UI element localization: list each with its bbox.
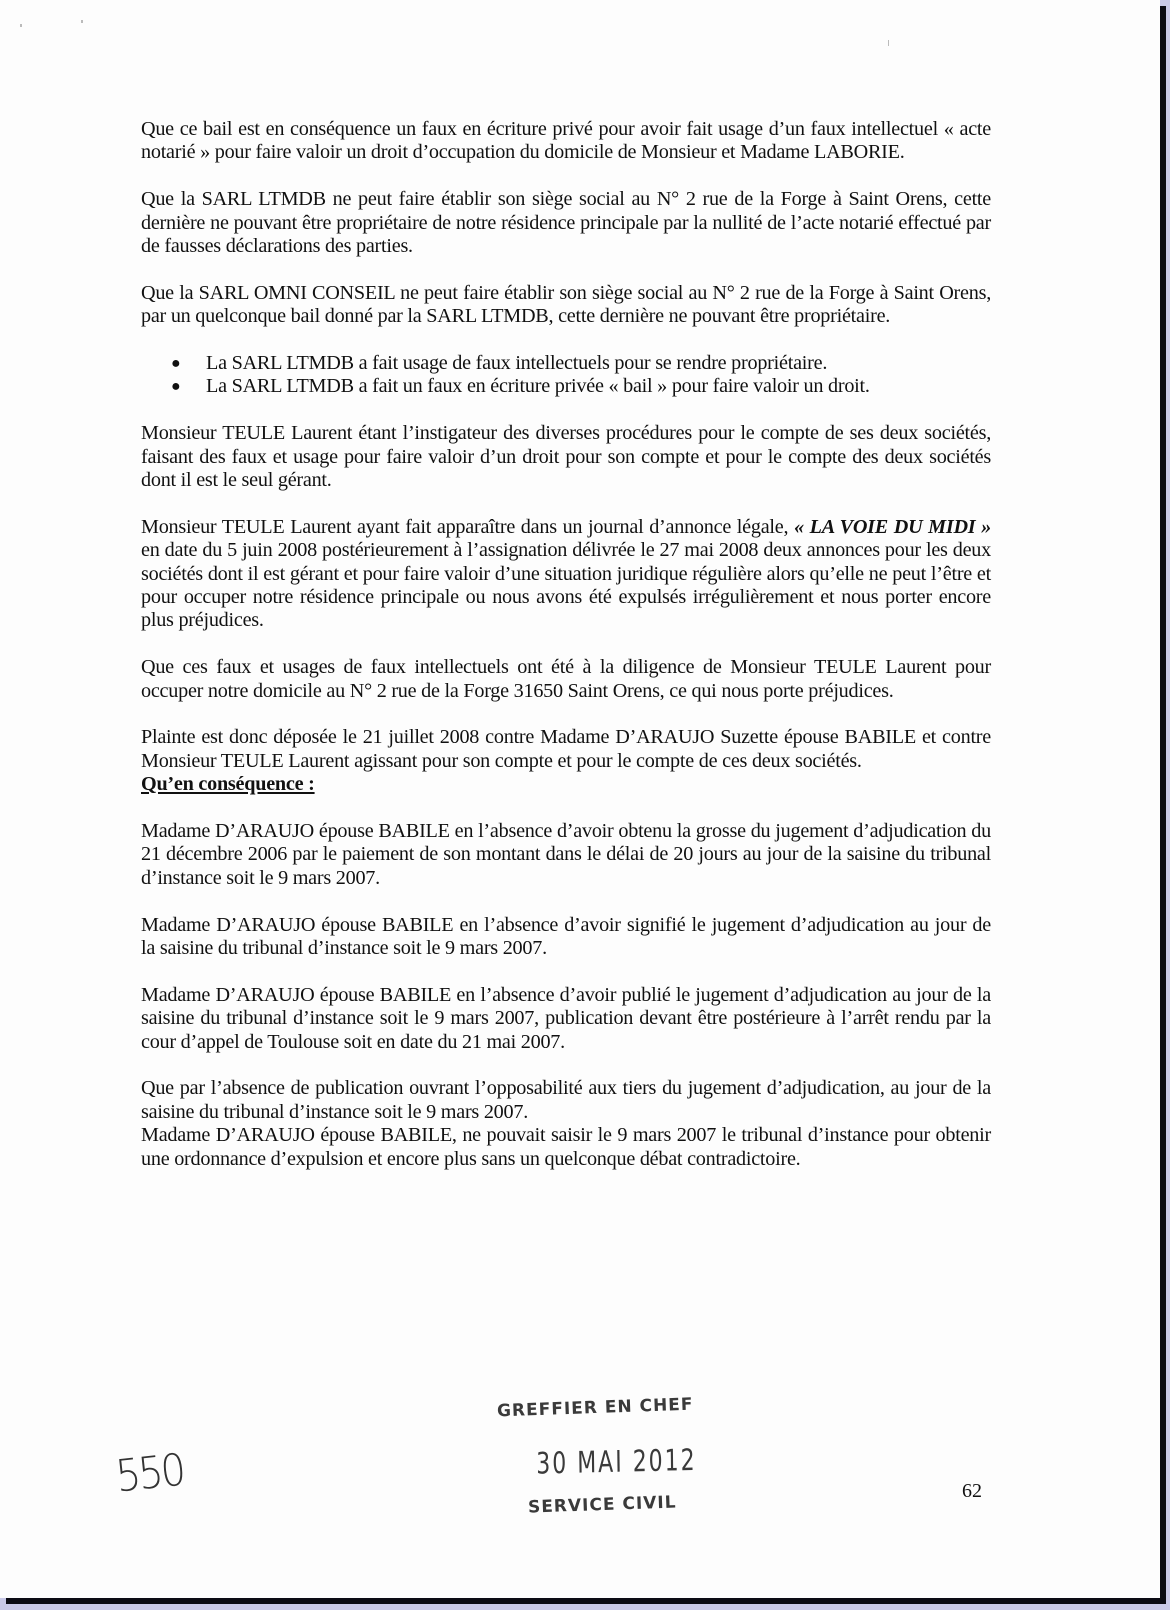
bullet-text: La SARL LTMDB a fait un faux en écriture privée « bail » pour faire valoir un droit. — [206, 375, 870, 398]
bullet-list — [141, 352, 991, 399]
journal-title: « LA VOIE DU MIDI » — [794, 515, 991, 538]
bullet-item — [171, 375, 991, 398]
scan-speck — [81, 20, 83, 23]
paragraph-sarl-omni: Que la SARL OMNI CONSEIL ne peut faire établir son siège social au N° 2 rue de la Forge à Saint Orens, par un quelconque bail donné par la SARL LTMDB, cette dernière ne pouvant être propriétaire. — [141, 281, 991, 328]
paragraph-teule-instigateur: Monsieur TEULE Laurent étant l’instigateur des diverses procédures pour le compte de ses deux sociétés, faisant des faux et usage pour faire valoir d’un droit pour son compte et pour le compte des deux sociétés dont il est le seul gérant. — [141, 422, 991, 492]
bullet-icon: ● — [171, 355, 181, 373]
section-heading: Qu’en conséquence : — [141, 773, 315, 796]
paragraph-publie: Madame D’ARAUJO épouse BABILE en l’absence d’avoir publié le jugement d’adjudication au jour de la saisine du tribunal d’instance soit le 9 mars 2007, publication devant être postérieure à l’arrêt rendu par la cour d’appel de Toulouse soit en date du 21 mai 2007. — [141, 983, 991, 1053]
paragraph-teule-journal — [141, 516, 991, 633]
paragraph-signifie: Madame D’ARAUJO épouse BABILE en l’absence d’avoir signifié le jugement d’adjudication au jour de la saisine du tribunal d’instance soit le 9 mars 2007. — [141, 913, 991, 960]
stamp-service: SERVICE CIVIL — [527, 1492, 677, 1518]
paragraph-sarl-ltmdb: Que la SARL LTMDB ne peut faire établir son siège social au N° 2 rue de la Forge à Saint Orens, cette dernière ne pouvant être propriétaire de notre résidence principale par la nullité de l’acte notarié effectué par de fausses déclarations des parties. — [141, 188, 991, 258]
paragraph-text: en date du 5 juin 2008 postérieurement à l’assignation délivrée le 27 mai 2008 deux annonces pour les deux sociétés dont il est gérant et pour faire valoir d’une situation juridique régulière alors qu’elle ne peut l’être et pour occuper notre résidence principale ou nous avons été expulsés irrégulièrement et nous porter encore plus préjudices. — [141, 539, 991, 632]
paragraph-publication: Que par l’absence de publication ouvrant l’opposabilité aux tiers du jugement d’adjudication, au jour de la saisine du tribunal d’instance soit le 9 mars 2007. — [141, 1077, 991, 1123]
paragraph-plainte: Plainte est donc déposée le 21 juillet 2008 contre Madame D’ARAUJO Suzette épouse BABILE et contre Monsieur TEULE Laurent agissant pour son compte et pour le compte de ces deux sociétés. — [141, 726, 991, 772]
paragraph-grosse: Madame D’ARAUJO épouse BABILE en l’absence d’avoir obtenu la grosse du jugement d’adjudication du 21 décembre 2006 par le paiement de son montant dans le délai de 20 jours au jour de la saisine du tribunal d’instance soit le 9 mars 2007. — [141, 820, 991, 889]
paragraph-bail-faux: Que ce bail est en conséquence un faux en écriture privé pour avoir fait usage d’un faux intellectuel « acte notarié » pour faire valoir un droit d’occupation du domicile de Monsieur et Madame LABORIE. — [141, 118, 991, 164]
paragraph-faux-usages: Que ces faux et usages de faux intellectuels ont été à la diligence de Monsieur TEULE Laurent pour occuper notre domicile au N° 2 rue de la Forge 31650 Saint Orens, ce qui nous porte préjudices. — [141, 656, 991, 702]
paragraph-final: Madame D’ARAUJO épouse BABILE, ne pouvait saisir le 9 mars 2007 le tribunal d’instance pour obtenir une ordonnance d’expulsion et encore plus sans un quelconque débat contradictoire. — [141, 1124, 991, 1170]
page-number: 62 — [962, 1480, 982, 1502]
scan-speck — [888, 40, 889, 46]
handwritten-number: 550 — [113, 1444, 186, 1503]
bullet-item — [171, 352, 991, 375]
document-body — [141, 118, 991, 1171]
scan-speck — [20, 24, 22, 27]
paragraph-text: Monsieur TEULE Laurent ayant fait apparaître dans un journal d’annonce légale, — [141, 515, 795, 538]
stamp-date: 30 MAI 2012 — [536, 1444, 697, 1482]
bullet-text: La SARL LTMDB a fait usage de faux intellectuels pour se rendre propriétaire. — [206, 352, 828, 375]
bullet-icon: ● — [171, 378, 181, 396]
stamp-greffier: GREFFIER EN CHEF — [496, 1394, 694, 1422]
